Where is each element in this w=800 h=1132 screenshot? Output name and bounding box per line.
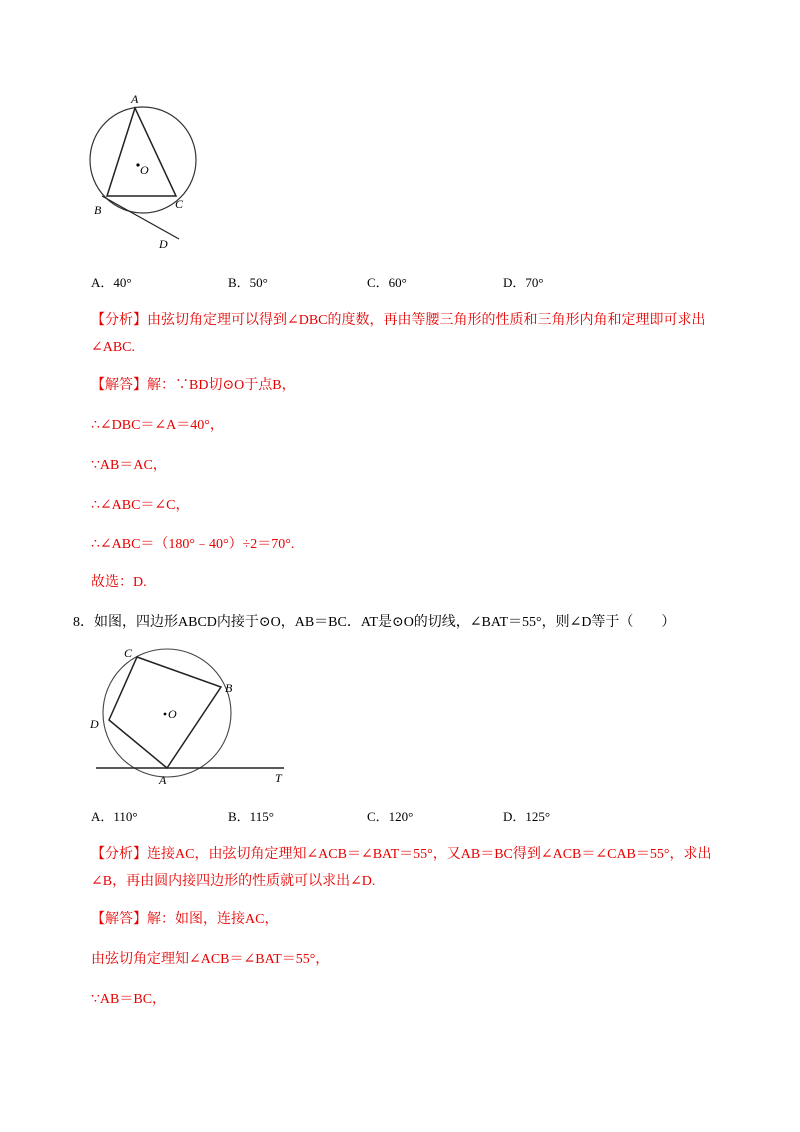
q7-option-c: C．60°	[367, 275, 407, 290]
q7-triangle-abc	[107, 108, 176, 196]
q8-label-c: C	[124, 646, 133, 660]
q8-solution-line-2: 由弦切角定理知∠ACB＝∠BAT＝55°，	[91, 952, 330, 967]
q8-question: 8．如图，四边形ABCD内接于⊙O，AB＝BC．AT是⊙O的切线，∠BAT＝55°，则∠D等于（ ）	[73, 615, 676, 630]
q8-label-a: A	[159, 773, 167, 787]
q8-option-a: A．110°	[91, 809, 138, 824]
q8-label-b: B	[225, 681, 233, 695]
q7-figure	[82, 88, 202, 258]
q7-option-d: D．70°	[503, 275, 544, 290]
q8-figure	[88, 640, 298, 790]
q7-analysis-line-1: 【分析】由弦切角定理可以得到∠DBC的度数，再由等腰三角形的性质和三角形内角和定理即可求出	[91, 313, 706, 328]
q8-label-o: O	[168, 707, 177, 721]
q7-label-d: D	[159, 237, 168, 251]
q7-label-a: A	[131, 92, 139, 106]
q8-quadrilateral-abcd	[109, 657, 221, 768]
q7-label-c: C	[175, 197, 184, 211]
q7-solution-line-2: ∴∠DBC＝∠A＝40°，	[91, 418, 224, 433]
q7-solution-line-6: 故选：D.	[91, 575, 147, 590]
q7-solution-line-1: 【解答】解：∵BD切⊙O于点B，	[91, 378, 296, 393]
q8-option-c: C．120°	[367, 809, 414, 824]
q7-option-a: A．40°	[91, 275, 132, 290]
q7-label-o: O	[140, 163, 149, 177]
q8-solution-line-3: ∵AB＝BC，	[91, 992, 167, 1007]
q7-tangent-bd	[102, 196, 179, 239]
q8-analysis-line-1: 【分析】连接AC，由弦切角定理知∠ACB＝∠BAT＝55°，又AB＝BC得到∠ACB＝∠CAB＝55°，求出	[91, 847, 712, 862]
q8-label-t: T	[275, 771, 282, 785]
q7-solution-line-5: ∴∠ABC＝（180°﹣40°）÷2＝70°.	[91, 537, 295, 552]
q8-analysis-line-2: ∠B，再由圆内接四边形的性质就可以求出∠D.	[91, 874, 376, 889]
q7-analysis-line-2: ∠ABC.	[91, 340, 136, 355]
q7-option-b: B．50°	[228, 275, 268, 290]
q7-label-b: B	[94, 203, 102, 217]
q8-option-d: D．125°	[503, 809, 551, 824]
q8-center-dot	[164, 713, 167, 716]
q7-solution-line-4: ∴∠ABC＝∠C，	[91, 498, 190, 513]
q7-solution-line-3: ∵AB＝AC，	[91, 458, 167, 473]
q8-label-d: D	[90, 717, 99, 731]
q8-solution-line-1: 【解答】解：如图，连接AC，	[91, 912, 279, 927]
q8-option-b: B．115°	[228, 809, 274, 824]
